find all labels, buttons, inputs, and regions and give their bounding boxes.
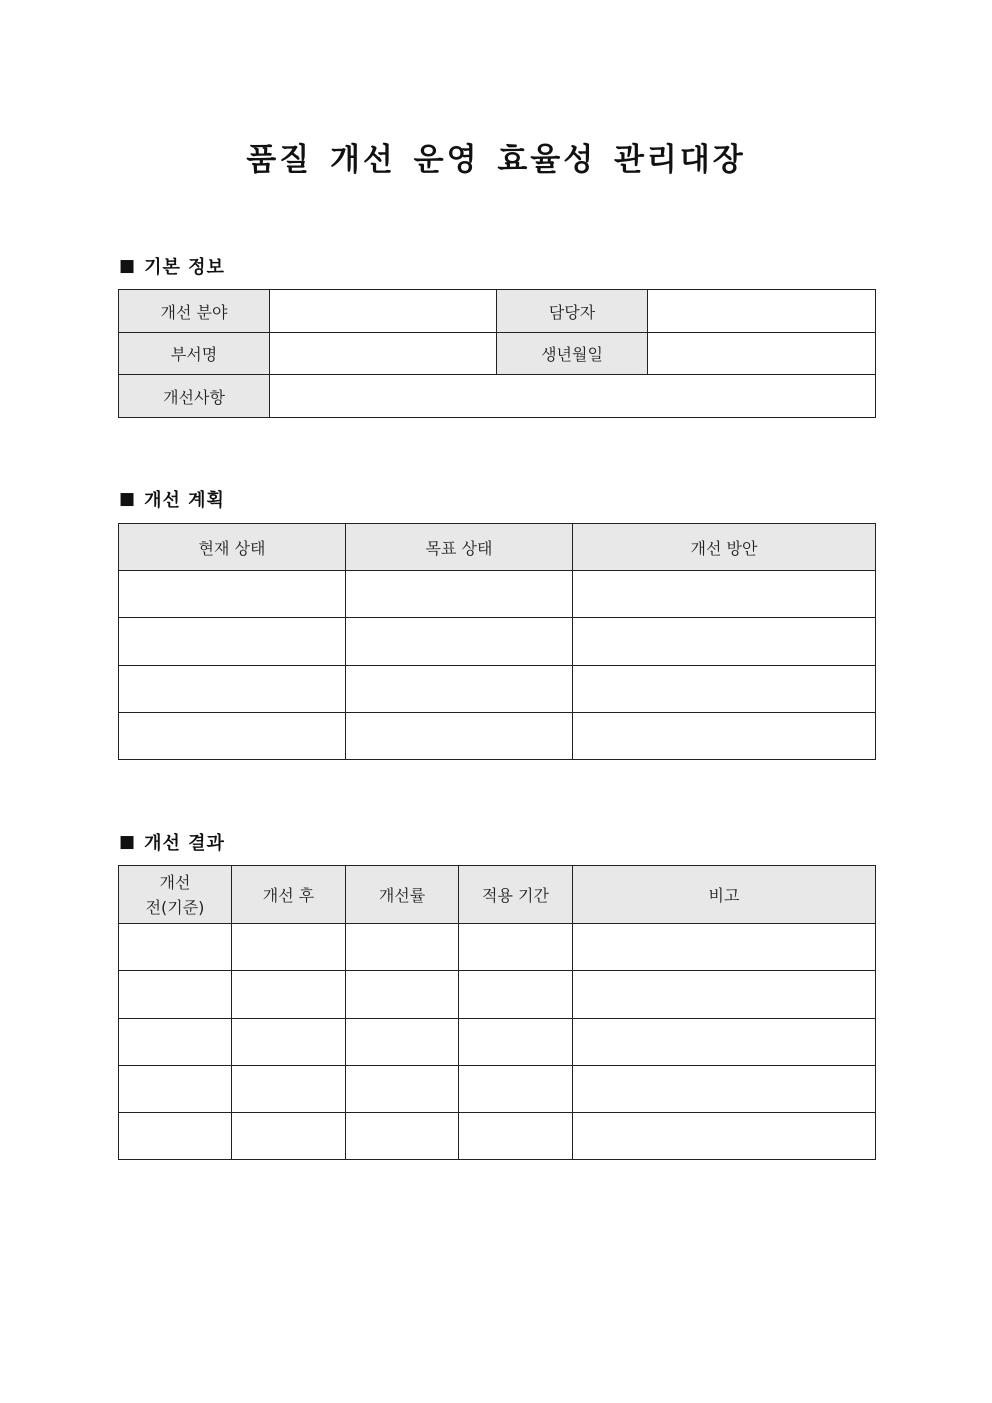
input-cell[interactable] [573, 1066, 876, 1113]
table-row [119, 666, 876, 713]
section-heading-basic-info [119, 253, 225, 279]
input-cell-birth-date[interactable] [648, 333, 876, 375]
section-heading-label: 개선 계획 [144, 490, 225, 511]
input-cell[interactable] [346, 666, 573, 713]
label-department: 부서명 [119, 333, 270, 375]
column-header-improvement-rate: 개선률 [346, 866, 459, 924]
result-table [118, 865, 876, 1160]
input-cell-improvement-area[interactable] [270, 290, 497, 333]
table-row [119, 924, 876, 971]
table-row [119, 713, 876, 760]
input-cell-manager[interactable] [648, 290, 876, 333]
input-cell[interactable] [232, 971, 346, 1019]
section-heading-result [119, 829, 225, 855]
table-row [119, 1019, 876, 1066]
input-cell[interactable] [346, 924, 459, 971]
column-header-remarks: 비고 [573, 866, 876, 924]
input-cell[interactable] [119, 924, 232, 971]
input-cell[interactable] [119, 1066, 232, 1113]
input-cell[interactable] [346, 713, 573, 760]
input-cell[interactable] [119, 666, 346, 713]
column-header-improvement-plan: 개선 방안 [573, 524, 876, 571]
input-cell[interactable] [346, 1113, 459, 1160]
input-cell[interactable] [232, 924, 346, 971]
input-cell[interactable] [232, 1113, 346, 1160]
input-cell[interactable] [573, 971, 876, 1019]
square-bullet-icon: ■ [119, 256, 137, 276]
table-row [119, 375, 876, 418]
column-header-target-state: 목표 상태 [346, 524, 573, 571]
column-header-before: 개선 전(기준) [119, 866, 232, 924]
input-cell[interactable] [573, 1019, 876, 1066]
input-cell[interactable] [346, 1019, 459, 1066]
section-heading-label: 기본 정보 [144, 257, 225, 278]
plan-table [118, 523, 876, 760]
square-bullet-icon: ■ [119, 832, 137, 852]
table-row [119, 1113, 876, 1160]
input-cell[interactable] [346, 571, 573, 618]
section-heading-plan [119, 486, 225, 512]
input-cell[interactable] [346, 971, 459, 1019]
table-row [119, 571, 876, 618]
input-cell-improvement-items[interactable] [270, 375, 876, 418]
input-cell[interactable] [573, 666, 876, 713]
input-cell[interactable] [119, 571, 346, 618]
input-cell[interactable] [573, 618, 876, 666]
input-cell[interactable] [119, 1113, 232, 1160]
square-bullet-icon: ■ [119, 489, 137, 509]
table-row [119, 333, 876, 375]
input-cell[interactable] [119, 1019, 232, 1066]
input-cell[interactable] [232, 1019, 346, 1066]
input-cell-department[interactable] [270, 333, 497, 375]
label-manager: 담당자 [497, 290, 648, 333]
input-cell[interactable] [459, 971, 573, 1019]
input-cell[interactable] [573, 713, 876, 760]
label-improvement-area: 개선 분야 [119, 290, 270, 333]
label-improvement-items: 개선사항 [119, 375, 270, 418]
column-header-after: 개선 후 [232, 866, 346, 924]
input-cell[interactable] [573, 1113, 876, 1160]
input-cell[interactable] [119, 618, 346, 666]
section-heading-label: 개선 결과 [144, 833, 225, 854]
input-cell[interactable] [459, 1113, 573, 1160]
table-row [119, 618, 876, 666]
basic-info-table [118, 289, 876, 418]
input-cell[interactable] [232, 1066, 346, 1113]
table-header-row [119, 866, 876, 924]
input-cell[interactable] [119, 971, 232, 1019]
page-title: 품질 개선 운영 효율성 관리대장 [246, 142, 746, 178]
input-cell[interactable] [346, 1066, 459, 1113]
label-birth-date: 생년월일 [497, 333, 648, 375]
table-header-row [119, 524, 876, 571]
input-cell[interactable] [573, 924, 876, 971]
column-header-period: 적용 기간 [459, 866, 573, 924]
input-cell[interactable] [573, 571, 876, 618]
input-cell[interactable] [346, 618, 573, 666]
input-cell[interactable] [119, 713, 346, 760]
input-cell[interactable] [459, 1066, 573, 1113]
input-cell[interactable] [459, 1019, 573, 1066]
input-cell[interactable] [459, 924, 573, 971]
table-row [119, 290, 876, 333]
table-row [119, 971, 876, 1019]
table-row [119, 1066, 876, 1113]
column-header-current-state: 현재 상태 [119, 524, 346, 571]
